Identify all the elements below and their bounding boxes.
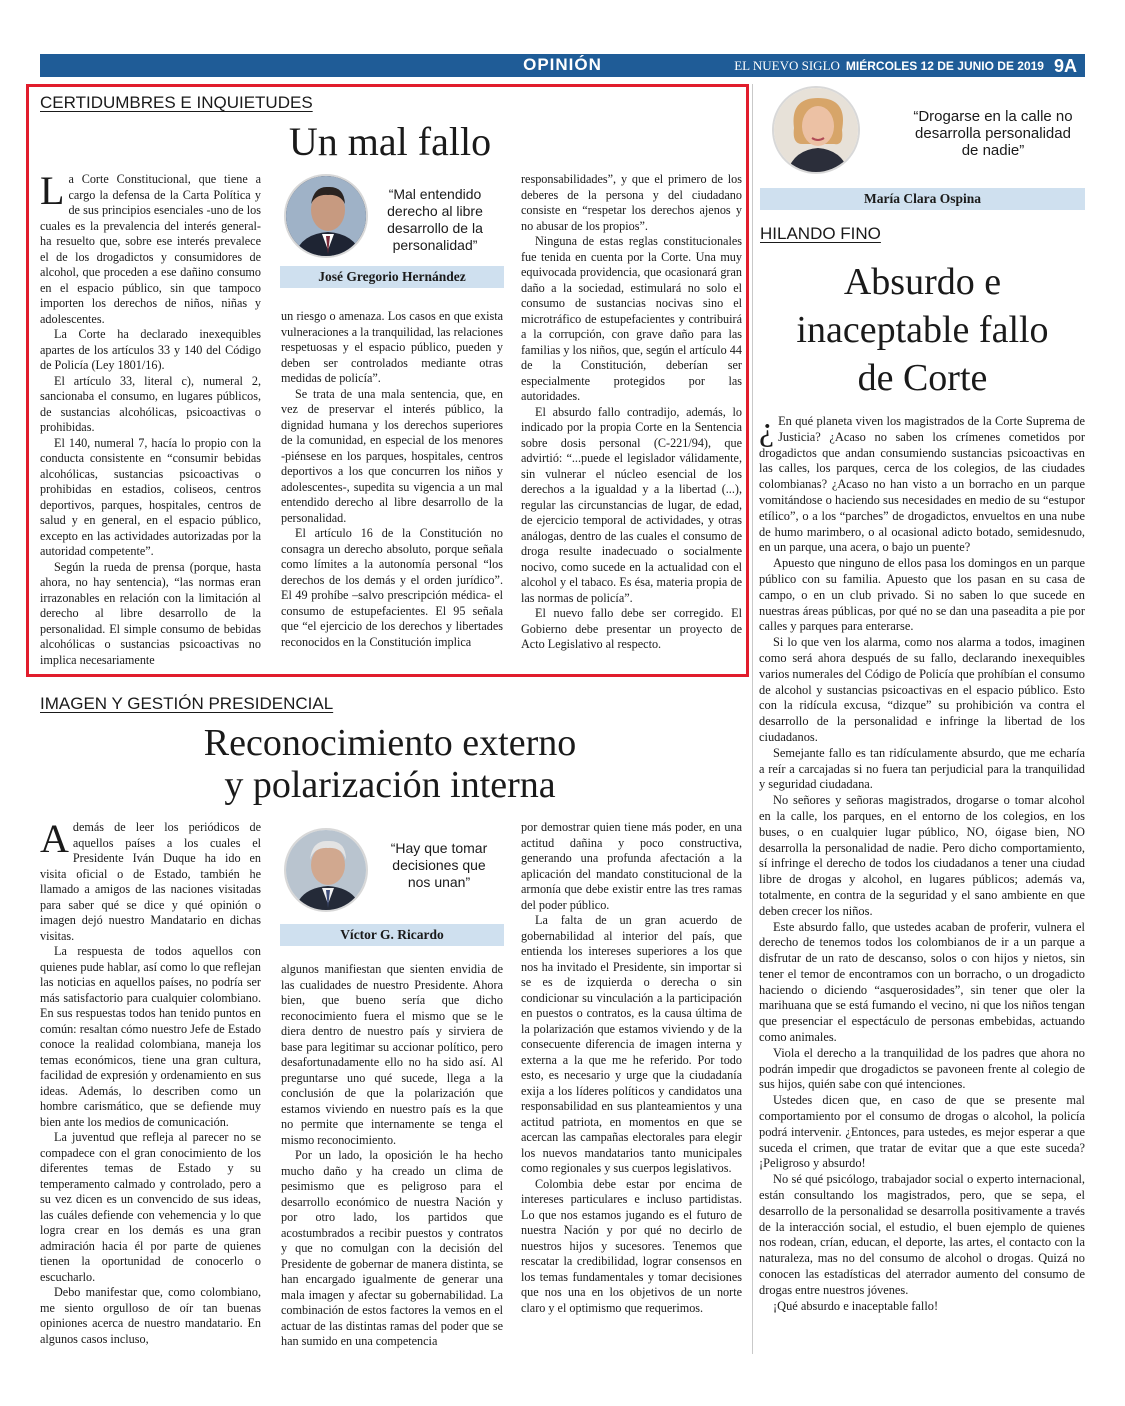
paragraph: La falta de un gran acuerdo de gobernabilidad al interior del país, que entienda los intereses superiores a los que nos ha invitado el Presidente, sin importar si se es de izquierda o derecha o sin condicionar su vinculación a la participación en puestos o contratos, es la causa última de la polarización que estamos viviendo y de la consecuente diferencia de imagen interna y externa a la que me he referido. Por todo esto, es necesario y urge que la ciudadanía exija a los líderes políticos y candidatos una responsabilidad en sus planteamientos y una actitud patriota, en momentos en que se acercan las campañas electorales para elegir los nuevos mandatarios tanto municipales como regionales y sus cuerpos legislativos.: [521, 913, 742, 1175]
article1-headline: Un mal fallo: [288, 119, 492, 164]
article2-body: [759, 411, 1085, 1354]
paragraph: ¡Qué absurdo e inaceptable fallo!: [773, 1298, 939, 1313]
portrait-icon: [286, 830, 368, 912]
paragraph: Debo manifestar que, como colombiano, me siento orgulloso de oír tan buenas opiniones acerca de nuestro mandatario. En algunos casos incluso,: [40, 1285, 261, 1346]
article1-dropcap: L: [40, 168, 65, 213]
article3-headline: [80, 722, 700, 806]
paragraph: Según la rueda de prensa (porque, hasta ahora, no hay sentencia), “las normas eran irrazonables en relación con la limitación al derecho al libre desarrollo de la personalidad. El simple consumo de bebidas alcohólicas o sustancias psicoactivas no implica necesariamente: [40, 559, 261, 667]
paragraph: Viola el derecho a la tranquilidad de los padres que ahora no podrán impedir que drogadictos se pavoneen frente al colegio de sus hijos, quién sabe con qué intenciones.: [759, 1045, 1085, 1092]
paragraph: algunos manifiestan que sienten envidia de las cualidades de nuestro Presidente. Ahora bien, que bueno sería que dicho reconocimiento fuera el mismo que se le diera dentro de nuestro país y sirviera de base para legitimar su accionar político, pero desafortunadamente ello no ha sido así. Al preguntarse uno qué sucede, llega a la conclusión de que la polarización que estamos viviendo en nuestro país es la que no permite que internamente se tenga el mismo reconocimiento.: [281, 962, 503, 1147]
column-divider: [752, 84, 753, 1354]
paragraph: Apuesto que ninguno de ellos pasa los domingos en un parque público con su familia. Apuesto que los pasan en su casa de campo, o en un club privado. Si no saben lo que sucede en nuestras áreas públicas, por qué no se dan una paseadita a pie por calles y parques para enterarse.: [759, 556, 1085, 634]
article2-quote: “Drogarse en la calle no desarrolla personalidad de nadie”: [913, 108, 1073, 159]
headline-line: de Corte: [857, 357, 988, 399]
article3-author: Víctor G. Ricardo: [280, 924, 504, 946]
paragraph: El nuevo fallo debe ser corregido. El Gobierno debe presentar un proyecto de Acto Legislativo al respecto.: [521, 606, 742, 651]
article2-dropcap: ¿: [759, 411, 775, 448]
paragraph: Semejante fallo es tan ridículamente absurdo, que me echaría a reír a carcajadas si no fuera tan perjudicial para la tranquilidad y seguridad ciudadana.: [759, 745, 1085, 792]
article3-column-2: [281, 962, 503, 1354]
paragraph: Se trata de una mala sentencia, que, en vez de preservar el interés público, la dignidad humana y los derechos superiores de la comunidad, en especial de los menores -piénsese en los parques, hospitales, centros deportivos a los que concurren los niños y adolescentes-, supedita su vigencia a un mal entendido derecho al libre desarrollo de la personalidad.: [281, 386, 503, 525]
article2-kicker: HILANDO FINO: [760, 224, 881, 243]
newspaper-name: EL NUEVO SIGLO: [734, 58, 840, 73]
headline-line: Reconocimiento externo: [203, 722, 577, 764]
paragraph: Ustedes dicen que, en caso de que se presente mal comportamiento por el consumo de drogas o alcohol, la policía podrá intervenir. ¿Entonces, para ustedes, es mejor esperar a que suceda el crimen, que tratar de evitar que a que este suceda? ¡Peligroso y absurdo!: [759, 1093, 1085, 1171]
paragraph: un riesgo o amenaza. Los casos en que exista vulneraciones a la tranquilidad, las relaciones respetuosas y el espacio público, pueden y deben ser controlados mediante otras medidas de policía”.: [281, 309, 503, 385]
paragraph: No señores y señoras magistrados, drogarse o tomar alcohol en la calle, los parques, en el entorno de los colegios, en los buses, o en cualquier lugar público, NO, óigase bien, NO desarrolla la personalidad de nadie. Pero dicho comportamiento, sí infringe el derecho de todos los ciudadanos a tener una ciudad libre de drogas y alcohol, en lugares públicos; además va, totalmente, en contra de la seguridad y el sano ambiente en que deben crecer los niños.: [759, 793, 1085, 918]
article3-column-1: [40, 816, 261, 1355]
headline-line: Absurdo e: [843, 261, 1002, 303]
section-title: OPINIÓN: [523, 55, 602, 74]
article3-pullquote-box: [280, 826, 504, 946]
paragraph: La respuesta de todos aquellos con quienes pude hablar, así como lo que reflejan las noticias en aquellos países, no podría ser más satisfactorio para cualquier colombiano. En sus respuestas todos han tenido puntos en común: resaltan cómo nuestro Jefe de Estado conoce la realidad colombiana, maneja los temas económicos, tiene una gran cultura, facilidad de expresión y ordenamiento en sus ideas. Además, lo describen como un hombre carismático, que se defiende muy bien ante los medios de comunicación.: [40, 944, 261, 1129]
paragraph: El artículo 16 de la Constitución no consagra un derecho absoluto, porque señala como límites a la autonomía personal “los derechos de los demás y el orden jurídico”. El 49 prohíbe –salvo prescripción médica- el consumo de estupefacientes. El 95 señala que “el ejercicio de los derechos y libertades reconocidos en la Constitución implica: [281, 526, 503, 649]
paragraph: responsabilidades”, y que el primero de los deberes de la persona y del ciudadano consiste en “respetar los derechos ajenos y no abusar de los propios”.: [521, 172, 742, 233]
article1-author: José Gregorio Hernández: [280, 266, 504, 288]
author-photo: [284, 174, 368, 258]
article2-pullquote-box: [760, 86, 1085, 212]
article2-author: María Clara Ospina: [760, 188, 1085, 210]
paragraph: La juventud que refleja al parecer no se compadece con el gran conocimiento de los diferentes temas de Estado y su temperamento calmado y controlado, pero a su vez dicen es un convencido de sus ideas, las cuáles defiende con vehemencia y lo que logra crear en los demás es una gran admiración hacia él por parte de quienes tienen la oportunidad de conocerlo o escucharlo.: [40, 1130, 261, 1284]
article3-column-3: [521, 820, 742, 1355]
author-photo: [284, 828, 368, 912]
paragraph: La Corte ha declarado inexequibles apartes de los artículos 33 y 140 del Código de Policía (Ley 1801/16).: [40, 327, 261, 372]
article1-column-3: [521, 172, 742, 672]
paragraph: En qué planeta viven los magistrados de la Corte Suprema de Justicia? ¿Acaso no saben los crímenes cometidos por drogadictos que andan consumiendo sustancias psicoactivas en las calles, los parques, cerca de los colegios, de las ciudades colombianas? ¿Acaso no han visto a un borracho en un parque vomitándose o haciendo sus necesidades en medio de su “estupor etílico”, o a los “parches” de drogadictos, envueltos en una nube de humo marimbero, o al ocasional adicto botado, semidesnudo, en un parque, una acera, o bajo un puente?: [759, 414, 1085, 555]
author-photo: [772, 86, 860, 174]
article3-dropcap: A: [40, 816, 69, 861]
section-header-bar: [40, 54, 1085, 77]
page-number: 9A: [1053, 56, 1077, 76]
paragraph: Por un lado, la oposición le ha hecho mucho daño y ha creado un clima de pesimismo que es peligroso para el desarrollo económico de nuestra Nación y por otro lado, los partidos que acostumbrados a recibir puestos y contratos y que no comulgan con la decisión del Presidente de gobernar de manera distinta, se han encargado igualmente de generar una mala imagen y afectar su gobernabilidad. La combinación de estos factores la vemos en el actuar de las distintas ramas del poder que se han sumido en una competencia: [281, 1148, 503, 1348]
paragraph: demás de leer los periódicos de aquellos países a los cuales el Presidente Iván Duque ha ido en visita oficial o de Estado, también he llamado a amigos de las naciones visitadas para saber qué se dice y qué opinión o imagen dejó nuestro Mandatario en dichas visitas.: [40, 820, 261, 943]
issue-date: MIÉRCOLES 12 DE JUNIO DE 2019: [845, 59, 1044, 73]
portrait-icon: [774, 88, 860, 174]
paragraph: a Corte Constitucional, que tiene a cargo la defensa de la Carta Política y de sus principios esenciales -uno de los cuales es la prevalencia del interés general- ha resuelto que, sobre ese interés prevalece el de los drogadictos y consumidores de alcohol, que proceden a ese dañino consumo en el espacio público, sin que tampoco importen los derechos de niños, niñas y adolescentes.: [40, 172, 261, 326]
headline-line: inaceptable fallo: [796, 309, 1049, 351]
headline-line: y polarización interna: [224, 764, 556, 806]
paragraph: Este absurdo fallo, que ustedes acaban de proferir, vulnera el derecho de tenemos todos los colombianos de ir a un parque a disfrutar de un rato de descanso, solos o con hijos y nietos, sin tener el temor de encontramos con un borracho, o un drogadicto haciendo o diciendo “asquerosidades”, sin tener que oler la marihuana que se está fumando el vecino, ni que los niños tengan que presenciar el espectáculo de personas embebidas, actuando como animales.: [759, 919, 1085, 1045]
article1-quote: “Mal entendido derecho al libre desarrollo de la personalidad”: [387, 186, 483, 253]
article2-headline: [760, 258, 1085, 402]
article1-pullquote-box: [280, 170, 504, 290]
paragraph: El artículo 33, literal c), numeral 2, sancionaba el consumo, en lugares públicos, de sustancias alcohólicas, psicoactivas o prohibidas.: [40, 373, 261, 434]
paragraph: No sé qué psicólogo, trabajador social o experto internacional, están consultando los magistrados, pero, que se sepa, el desarrollo de la personalidad se desarrolla positivamente a través de la interacción social, el estudio, el buen ejemplo de quienes nos rodean, crían, educan, el deporte, las artes, el contacto con la naturaleza, mas no del consumo de alcohol o drogas. Quizá no conocen las estadísticas del aterrador aumento del consumo de drogas entre nuestros jóvenes.: [759, 1172, 1085, 1297]
portrait-icon: [286, 176, 368, 258]
paragraph: Ninguna de estas reglas constitucionales fue tenida en cuenta por la Corte. Una muy equivocada providencia, que ocasionará gran daño a la sociedad, estimulará no solo el consumo de sustancias nocivas sino el microtráfico de estupefacientes y contribuirá a la corrupción, con grave daño para las familias y los niños, que, según el artículo 44 de la Constitución, deberían ser especialmente protegidos por las autoridades.: [521, 234, 742, 403]
paragraph: Si lo que ven los alarma, como nos alarma a todos, imaginen como será ahora después de su fallo, declarando inexequibles varios numerales del Código de Policía que prohíbían el consumo de alcohol y sustancias psicoactivas en el espacio público. Esto con la ridícula excusa, “dizque” su prohibición va contra el desarrollo de la personalidad e infringe la libertad de los ciudadanos.: [759, 635, 1085, 744]
article1-column-2: [281, 309, 503, 669]
article3-quote: “Hay que tomar decisiones que nos unan”: [390, 840, 488, 890]
paragraph: por demostrar quien tiene más poder, en una actitud dañina y poco constructiva, generando una profunda afectación a la aplicación del mandato constitucional de la armonía que debe existir entre las tres ramas del poder público.: [521, 820, 742, 912]
paragraph: Colombia debe estar por encima de intereses particulares e incluso partidistas. Lo que nos estamos jugando es el futuro de nuestra Nación y por qué no decirlo de nuestros hijos y sucesores. Tenemos que rescatar la credibilidad, lograr consensos en los temas fundamentales y tomar decisiones que nos una en los objetivos de un norte claro y el optimismo que requerimos.: [521, 1176, 742, 1315]
article1-kicker: CERTIDUMBRES E INQUIETUDES: [40, 93, 313, 112]
article1-column-1: [40, 168, 261, 672]
masthead: [734, 56, 1077, 77]
paragraph: El 140, numeral 7, hacía lo propio con la conducta consistente en “consumir bebidas alcohólicas, sustancias psicoactivas o prohibidas en estadios, coliseos, centros deportivos, parques, hospitales, centros de salud y en general, en el espacio público, excepto en las actividades autorizadas por la autoridad competente”.: [40, 435, 261, 558]
paragraph: El absurdo fallo contradijo, además, lo indicado por la propia Corte en la Sentencia sobre dosis personal (C-221/94), que advirtió: “...puede el legislador válidamente, sin vulnerar el núcleo esencial de los derechos a la igualdad y a la libertad (...), regular las circunstancias de lugar, de edad, de ejercicio temporal de actividades, y otras análogas, dentro de las cuales el consumo de droga resulte inadecuado o socialmente nocivo, como sucede en la actualidad con el alcohol y el tabaco. Es ésa, materia propia de las normas de policía”.: [521, 404, 742, 605]
article3-kicker: IMAGEN Y GESTIÓN PRESIDENCIAL: [40, 694, 334, 713]
